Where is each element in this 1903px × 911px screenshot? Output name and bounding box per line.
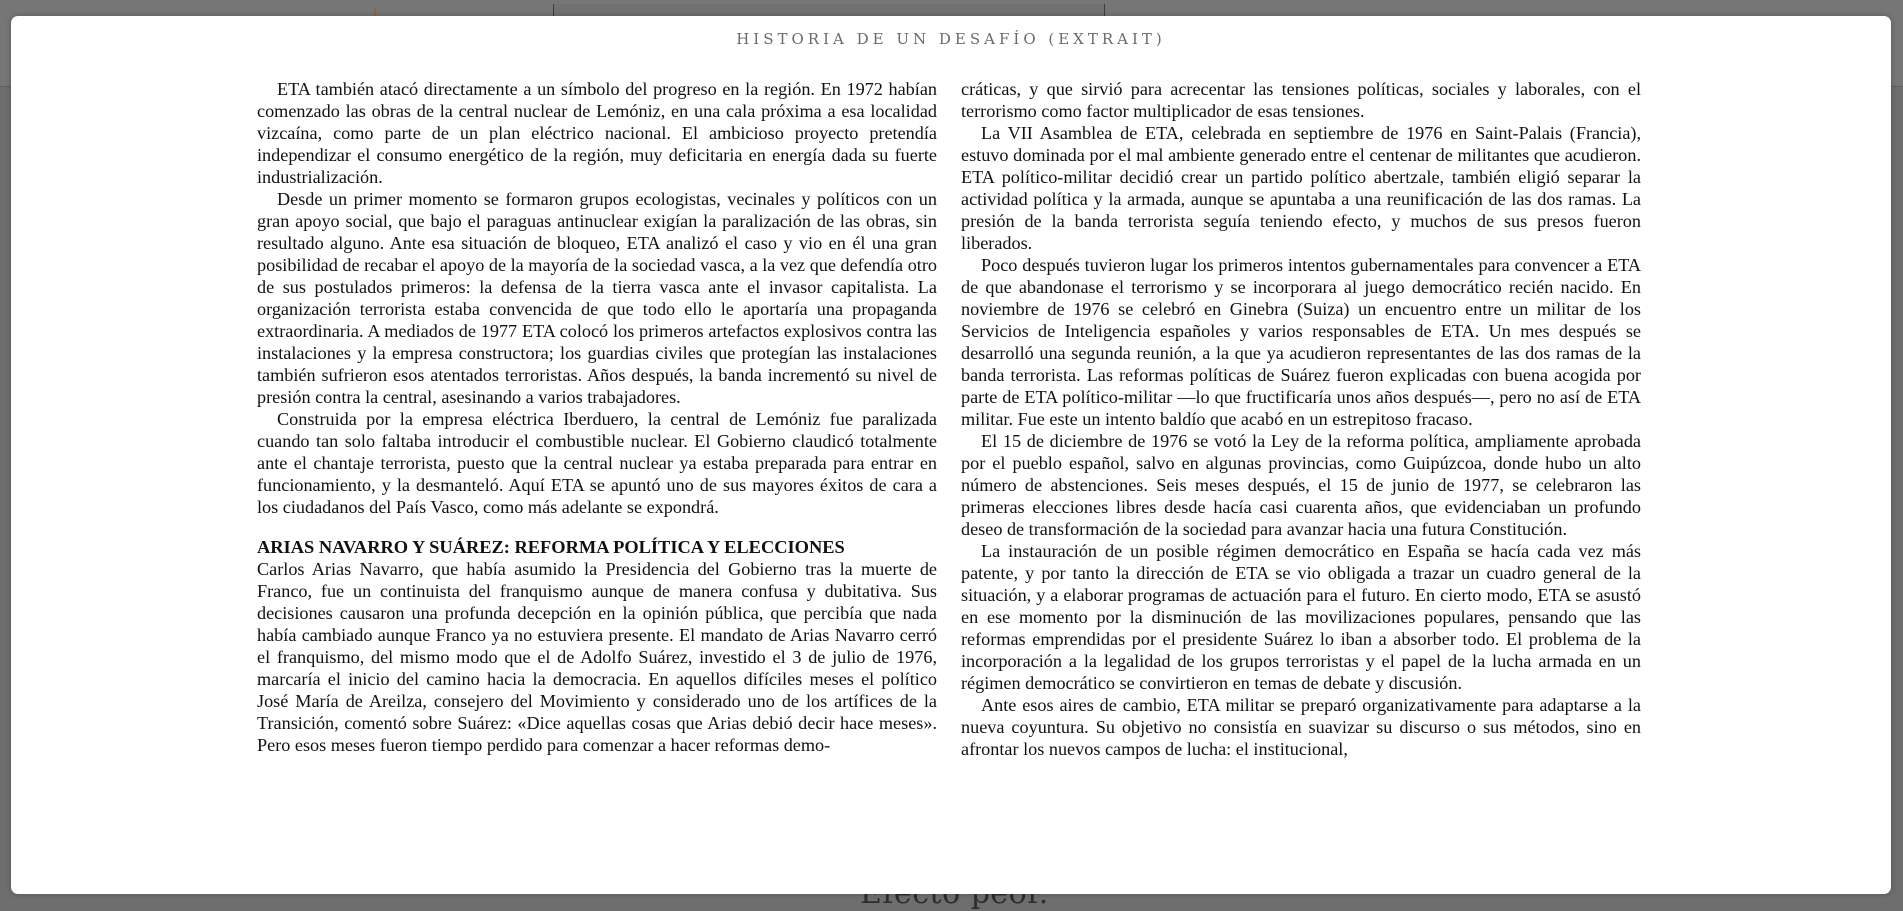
paragraph: La VII Asamblea de ETA, celebrada en septiembre de 1976 en Saint-Palais (Francia), estuvo dominada por el mal ambiente generado entre el centenar de militantes que acudieron. ETA político-militar decidió crear un partido político abertzale, también eligió separar la actividad política y la armada, aunque se apuntaba a una reunificación de las dos ramas. La presión de la banda terrorista seguía teniendo efecto, y muchos de sus presos fueron liberados. <box>961 123 1641 253</box>
text-column-right <box>961 78 1641 760</box>
paragraph: El 15 de diciembre de 1976 se votó la Ley de la reforma política, ampliamente aprobada por el pueblo español, salvo en algunas provincias, como Guipúzcoa, donde hubo un alto número de abstenciones. Seis meses después, el 15 de junio de 1977, se celebraron las primeras elecciones libres desde hacía casi cuarenta años, que evidenciaban un profundo deseo de transformación de la sociedad para avanzar hacia una futura Constitución. <box>961 431 1641 539</box>
paragraph: ETA también atacó directamente a un símbolo del progreso en la región. En 1972 habían comenzado las obras de la central nuclear de Lemóniz, en una cala próxima a esa localidad vizcaína, como parte de un plan eléctrico nacional. El ambicioso proyecto pretendía independizar el consumo energético de la región, muy deficitaria en energía dada su fuerte industrialización. <box>257 79 937 187</box>
excerpt-modal <box>11 16 1891 894</box>
paragraph: Poco después tuvieron lugar los primeros intentos gubernamentales para convencer a ETA de que abandonase el terrorismo y se incorporara al juego democrático recién nacido. En noviembre de 1976 se celebró en Ginebra (Suiza) un encuentro entre un militar de los Servicios de Inteligencia españoles y varios responsables de ETA. Un mes después se desarrolló una segunda reunión, a la que ya acudieron representantes de las dos ramas de la banda terrorista. Las reformas políticas de Suárez fueron explicadas con buena acogida por parte de ETA político-militar —lo que fructificaría unos años después—, pero no así de ETA militar. Fue este un intento baldío que acabó en un estrepitoso fracaso. <box>961 255 1641 429</box>
paragraph: La instauración de un posible régimen democrático en España se hacía cada vez más patente, y por tanto la dirección de ETA se vio obligada a trazar un cuadro general de la situación, y a elaborar programas de actuación para el futuro. En cierto modo, ETA se asustó en ese momento por la disminución de las movilizaciones populares, pensando que las reformas emprendidas por el presidente Suárez lo iban a absorber todo. El problema de la incorporación a la legalidad de los grupos terroristas y el papel de la lucha armada en un régimen democrático se convirtieron en temas de debate y discusión. <box>961 541 1641 693</box>
paragraph: Desde un primer momento se formaron grupos ecologistas, vecinales y políticos con un gran apoyo social, que bajo el paraguas antinuclear exigían la paralización de las obras, sin resultado alguno. Ante esa situación de bloqueo, ETA analizó el caso y vio en él una gran posibilidad de recabar el apoyo de la mayoría de la sociedad vasca, a la vez que defendía otro de sus postulados primeros: la defensa de la tierra vasca ante el invasor capitalista. La organización terrorista estaba convencida de que todo ello le aportaría una propaganda extraordinaria. A mediados de 1977 ETA colocó los primeros artefactos explosivos contra las instalaciones y la empresa constructora; los guardias civiles que protegían las instalaciones también sufrieron esos atentados terroristas. Años después, la banda incrementó su nivel de presión contra la central, asesinando a varios trabajadores. <box>257 189 937 407</box>
paragraph: Carlos Arias Navarro, que había asumido la Presidencia del Gobierno tras la muerte de Franco, fue un continuista del franquismo aunque de manera confusa y dubitativa. Sus decisiones causaron una profunda decepción en la opinión pública, que percibía que nada había cambiado aunque Franco ya no estuviera presente. El mandato de Arias Navarro cerró el franquismo, del mismo modo que el de Adolfo Suárez, investido el 3 de julio de 1976, marcaría el inicio del camino hacia la democracia. En aquellos difíciles meses el político José María de Areilza, consejero del Movimiento y considerado uno de los artífices de la Transición, comentó sobre Suárez: «Dice aquellas cosas que Arias debió decir hace meses». Pero esos meses fueron tiempo perdido para comenzar a hacer reformas demo- <box>257 559 937 755</box>
section-heading: ARIAS NAVARRO Y SUÁREZ: REFORMA POLÍTICA Y ELECCIONES <box>257 537 845 557</box>
paragraph: Ante esos aires de cambio, ETA militar se preparó organizativamente para adaptarse a la nueva coyuntura. Su objetivo no consistía en suavizar su discurso o sus métodos, sino en afrontar los nuevos campos de lucha: el institucional, <box>961 695 1641 759</box>
modal-title: HISTORIA DE UN DESAFÍO (EXTRAIT) <box>736 30 1166 48</box>
paragraph: cráticas, y que sirvió para acrecentar las tensiones políticas, sociales y laborales, con el terrorismo como factor multiplicador de esas tensiones. <box>961 79 1641 121</box>
paragraph: Construida por la empresa eléctrica Iberduero, la central de Lemóniz fue paralizada cuando tan solo faltaba introducir el combustible nuclear. El Gobierno claudicó totalmente ante el chantaje terrorista, puesto que la central nuclear ya estaba preparada para entrar en funcionamiento, y la desmanteló. Aquí ETA se apuntó uno de sus mayores éxitos de cara a los ciudadanos del País Vasco, como más adelante se expondrá. <box>257 409 937 517</box>
text-column-left <box>257 78 937 756</box>
